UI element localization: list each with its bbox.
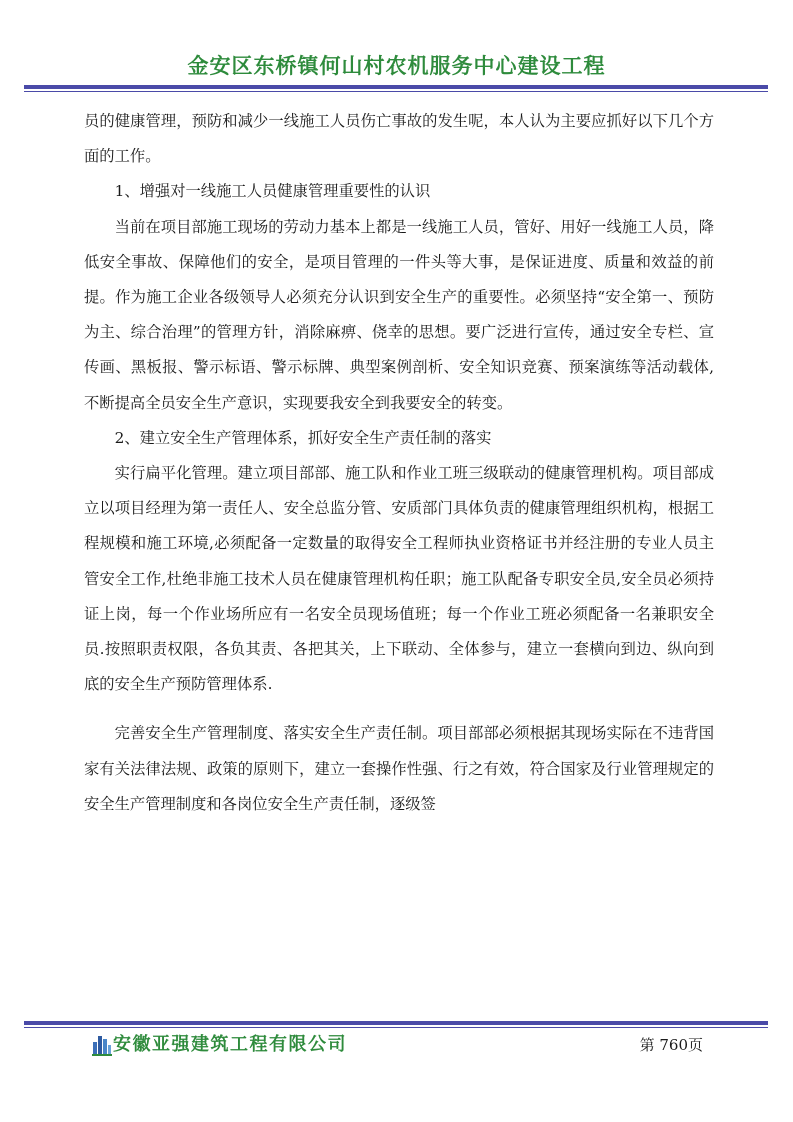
footer-rule-thick <box>24 1021 768 1025</box>
section-heading-2: 2、建立安全生产管理体系，抓好安全生产责任制的落实 <box>114 428 492 447</box>
page-header-title: 金安区东桥镇何山村农机服务中心建设工程 <box>187 54 606 78</box>
footer-rule-thin <box>24 1027 768 1028</box>
section-heading-1: 1、增强对一线施工人员健康管理重要性的认识 <box>114 182 431 201</box>
header-rule-thick <box>24 85 768 89</box>
footer-company-name: 安徽亚强建筑工程有限公司 <box>113 1034 347 1055</box>
paragraph: 当前在项目部施工现场的劳动力基本上都是一线施工人员，管好、用好一线施工人员，降低安全事故、保障他们的安全，是项目管理的一件头等大事，是保证进度、质量和效益的前提。作为施工企业各级领导人必须充分认识到安全生产的重要性。必须坚持“安全第一、预防为主、综合治理”的管理方针，消除麻痹、侥幸的思想。要广泛进行宣传，通过安全专栏、宣传画、黑板报、警示标语、警示标牌、典型案例剖析、安全知识竞赛、预案演练等活动载体,不断提高全员安全生产意识，实现要我安全到我要安全的转变。 <box>84 217 714 412</box>
paragraph-continued: 员的健康管理，预防和减少一线施工人员伤亡事故的发生呢，本人认为主要应抓好以下几个方面的工作。 <box>84 112 714 166</box>
page-number: 第 760页 <box>639 1036 703 1054</box>
header-rule-thin <box>24 91 768 92</box>
paragraph: 完善安全生产管理制度、落实安全生产责任制。项目部部必须根据其现场实际在不违背国家有关法律法规、政策的原则下，建立一套操作性强、行之有效，符合国家及行业管理规定的安全生产管理制度和各岗位安全生产责任制，逐级签 <box>84 724 714 813</box>
building-logo-icon <box>92 1034 112 1056</box>
paragraph: 实行扁平化管理。建立项目部部、施工队和作业工班三级联动的健康管理机构。项目部成立以项目经理为第一责任人、安全总监分管、安质部门具体负责的健康管理组织机构，根据工程规模和施工环境,必须配备一定数量的取得安全工程师执业资格证书并经注册的专业人员主管安全工作,杜绝非施工技术人员在健康管理机构任职；施工队配备专职安全员,安全员必须持证上岗，每一个作业场所应有一名安全员现场值班；每一个作业工班必须配备一名兼职安全员.按照职责权限，各负其责、各把其关，上下联动、全体参与，建立一套横向到边、纵向到底的安全生产预防管理体系. <box>84 464 714 694</box>
document-body <box>84 104 714 822</box>
